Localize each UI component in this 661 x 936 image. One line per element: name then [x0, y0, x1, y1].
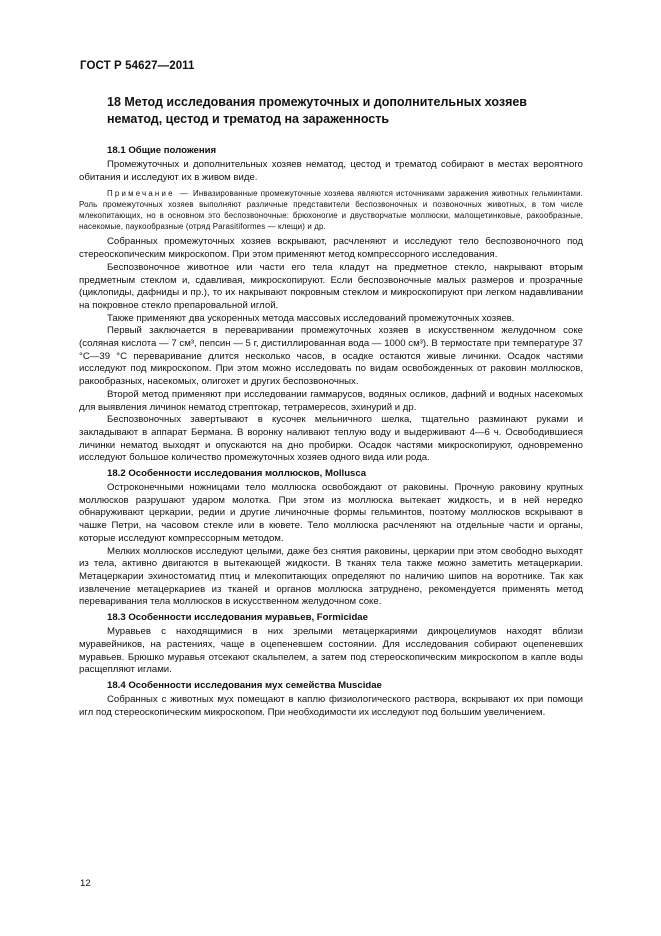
paragraph: Беспозвоночное животное или части его тела кладут на предметное стекло, накрывают вторым предметным стеклом и, сдавливая, микроскопируют. Если беспозвоночные малых размеров и прозрачные (циклопиды, дафниды и пр.), то их накрывают покровным стеклом и микроскопируют при легком надавливании на покровное стекло препаровальной иглой. — [79, 261, 583, 311]
paragraph: Беспозвоночных завертывают в кусочек мельничного шелка, тщательно разминают руками и закладывают в аппарат Бермана. В воронку наливают теплую воду и выдерживают 4—6 ч. Освободившиеся личинки нематод выходят и опускаются на дно пробирки. Осадок частями микроскопируют, одновременно исследуют большое количество промежуточных хозяев одного вида или рода. — [79, 414, 583, 464]
paragraph: Второй метод применяют при исследовании гаммарусов, водяных осликов, дафний и водных насекомых для выявления личинок нематод стрептокар, тетрамересов, эхинурий и др. — [79, 388, 583, 413]
paragraph: Промежуточных и дополнительных хозяев нематод, цестод и трематод собирают в местах вероятного обитания и исследуют их в живом виде. — [79, 159, 583, 183]
subsection-heading: 18.2 Особенности исследования моллюсков, Mollusca — [107, 468, 367, 480]
subsection-heading: 18.1 Общие положения — [107, 145, 217, 156]
section-title: 18 Метод исследования промежуточных и дополнительных хозяев нематод, цестод и трематод на зараженность — [107, 95, 527, 126]
page-number: 12 — [80, 878, 91, 889]
paragraph: Первый заключается в переваривании промежуточных хозяев в искусственном желудочном соке (соляная кислота — 7 см³, пепсин — 5 г, дистиллированная вода — 1000 см³). В термостате при температуре 37 °С—39 °С переваривание длится несколько часов, в осадке остаются живые личинки. Осадок частями исследуют под микроскопом. При этом можно исследовать по видам освобожденных от раковин моллюсков, ракообразных, насекомых, олигохет и других беспозвоночных. — [79, 325, 583, 388]
document-header: ГОСТ Р 54627—2011 — [80, 60, 195, 72]
subsection-heading: 18.4 Особенности исследования мух семейства Muscidae — [107, 679, 382, 691]
paragraph: Мелких моллюсков исследуют целыми, даже без снятия раковины, церкарии при этом свободно выходят из тела, активно двигаются в вытекающей жидкости. В тканях тела также можно заметить метацеркарии. Метацеркарии эхиностоматид птиц и млекопитающих определяют по наличию шипов на воротнике. Так как извлечение метацеркариев из тканей и органов моллюска затруднено, рекомендуется применять метод переваривания тела моллюсков в искусственном желудочном соке. — [79, 545, 583, 608]
subsection-heading: 18.3 Особенности исследования муравьев, Formicidae — [107, 612, 368, 624]
paragraph: Собранных с животных мух помещают в каплю физиологического раствора, вскрывают их при помощи игл под стереоскопическим микроскопом. При необходимости их исследуют под большим увеличением. — [79, 693, 583, 718]
document-body — [79, 94, 583, 719]
note-lead: Примечание — — [107, 189, 190, 199]
paragraph: Муравьев с находящимися в них зрелыми метацеркариями дикроцелиумов находят вблизи муравейников, на растениях, чаще в оцепеневшем состоянии. Для исследования собирают оцепеневших муравьев. Брюшко муравья отсекают скальпелем, а затем под стереоскопическим микроскопом в капле воды расщепляют иглами. — [79, 626, 583, 676]
paragraph: Остроконечными ножницами тело моллюска освобождают от раковины. Прочную раковину крупных моллюсков разрушают ударом молотка. При этом из моллюска вытекает жидкость, и в ней нередко обнаруживают церкарии, редии и другие личиночные формы гельминтов, поэтому моллюсков вскрывают в чашке Петри, на часовом стекле или в кювете. Тело моллюска расчленяют на отдельные части и органы, которые исследуют компрессорным методом. — [79, 482, 583, 544]
paragraph: Также применяют два ускоренных метода массовых исследований промежуточных хозяев. — [107, 312, 515, 324]
note-text: Инвазированные промежуточные хозяева являются источниками заражения животных гельминтами. Роль промежуточных хозяев выполняют различные представители беспозвоночных и позвоночных животных, в том числе млекопитающих, но в основном это беспозвоночные: брюхоногие и двустворчатые моллюски, малощетинковые, ракообразные, насекомые, паукообразные (отряд Parasitiformes — клещи) и др. — [79, 189, 584, 232]
paragraph: Собранных промежуточных хозяев вскрывают, расчленяют и исследуют тело беспозвоночного под стереоскопическим микроскопом. При этом применяют метод компрессорного исследования. — [79, 236, 583, 261]
note-paragraph — [79, 188, 583, 232]
